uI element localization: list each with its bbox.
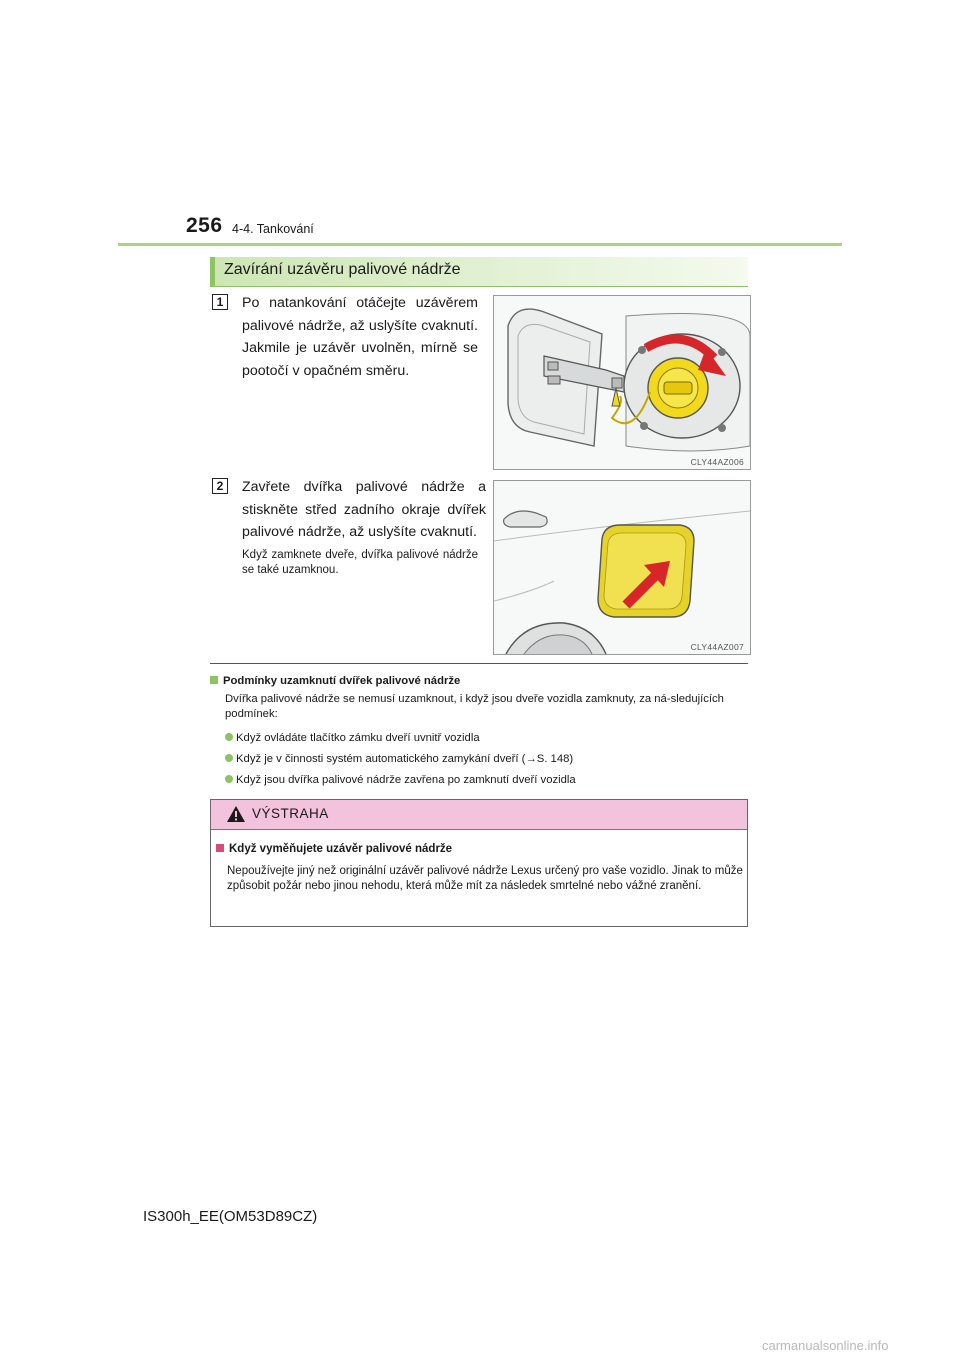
info-bullet-1 bbox=[225, 732, 480, 744]
step-number-1: 1 bbox=[212, 294, 228, 310]
info-bullet-1-text: Když ovládáte tlačítko zámku dveří uvnitř vozidla bbox=[236, 732, 480, 744]
section-divider bbox=[210, 663, 748, 664]
figure-code-2: CLY44AZ007 bbox=[690, 642, 744, 652]
warning-title-text: Když vyměňujete uzávěr palivové nádrže bbox=[229, 843, 453, 855]
warning-body: Nepoužívejte jiný než originální uzávěr palivové nádrže Lexus určený pro vaše vozidlo. Jinak to může způsobit požár nebo jinou nehodu, která může mít za následek smrtelné nebo vážné zranění. bbox=[227, 865, 743, 892]
warning-title bbox=[216, 843, 452, 855]
section-title: Zavírání uzávěru palivové nádrže bbox=[224, 261, 461, 278]
bullet-dot-icon bbox=[225, 775, 233, 783]
fuel-door-illustration bbox=[494, 481, 750, 654]
step-2-text: Zavřete dvířka palivové nádrže a stiskněte střed zadního okraje dvířek palivové nádrže, až uslyšíte cvaknutí. bbox=[242, 479, 486, 540]
info-bullet-2-text: Když je v činnosti systém automatického zamykání dveří (→S. 148) bbox=[236, 753, 574, 765]
watermark: carmanualsonline.info bbox=[762, 1338, 889, 1353]
fuel-cap-figure bbox=[493, 295, 751, 470]
info-body: Dvířka palivové nádrže se nemusí uzamknout, i když jsou dveře vozidla zamknuty, za ná-sledujících podmínek: bbox=[225, 693, 724, 720]
info-bullet-3-text: Když jsou dvířka palivové nádrže zavřena po zamknutí dveří vozidla bbox=[236, 774, 576, 786]
square-bullet-icon bbox=[216, 844, 224, 852]
step-2-note: Když zamknete dveře, dvířka palivové nádrže se také uzamknou. bbox=[242, 549, 478, 576]
bullet-dot-icon bbox=[225, 754, 233, 762]
fuel-cap-illustration bbox=[494, 296, 750, 469]
bullet-dot-icon bbox=[225, 733, 233, 741]
warning-triangle-icon bbox=[226, 805, 246, 823]
warning-label: VÝSTRAHA bbox=[252, 806, 329, 821]
info-title bbox=[210, 675, 460, 687]
step-1-text: Po natankování otáčejte uzávěrem palivové nádrže, až uslyšíte cvaknutí. Jakmile je uzávěr uvolněn, mírně se pootočí v opačném směru. bbox=[242, 295, 478, 379]
info-title-text: Podmínky uzamknutí dvířek palivové nádrže bbox=[223, 675, 461, 687]
info-bullet-3 bbox=[225, 774, 576, 786]
info-bullet-2 bbox=[225, 753, 573, 765]
section-label: 4-4. Tankování bbox=[232, 222, 314, 236]
square-bullet-icon bbox=[210, 676, 218, 684]
footer-model-code: IS300h_EE(OM53D89CZ) bbox=[143, 1208, 318, 1225]
figure-code-1: CLY44AZ006 bbox=[690, 457, 744, 467]
section-title-accent bbox=[210, 257, 215, 287]
step-number-2: 2 bbox=[212, 478, 228, 494]
fuel-door-figure bbox=[493, 480, 751, 655]
page-number: 256 bbox=[186, 214, 223, 237]
header-rule bbox=[118, 243, 842, 246]
